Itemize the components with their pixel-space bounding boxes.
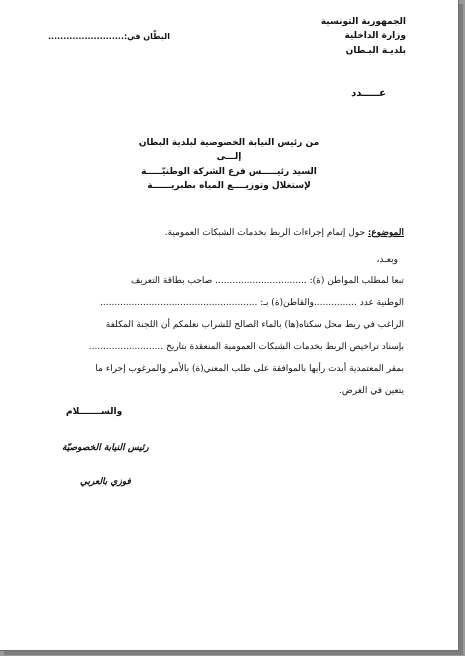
sender-line: من رئيس النيابة الخصوصية لبلدية البطان xyxy=(138,138,320,148)
subject-line xyxy=(165,228,404,238)
municipality-name: بلديـة البـطان xyxy=(345,46,406,56)
place-date: البطّان في:......................... xyxy=(48,32,170,41)
republic-name: الجمهورية التونسية xyxy=(320,17,406,27)
body-line-6: يتعين في الغرض. xyxy=(339,386,404,396)
reference-number: عـــــدد xyxy=(351,88,386,99)
signatory-name: فوزي بالعربي xyxy=(80,477,131,487)
body-line-2: الوطنية عدد ...............والقاطن(ة) بـ: ....................................................... xyxy=(100,298,404,308)
body-line-4: بإسناد تراخيص الربط بخدمات الشبكات العمومية المنعقدة بتاريخ .......................... xyxy=(88,342,404,352)
subject-text: حول إتمام إجراءات الربط بخدمات الشبكات العمومية. xyxy=(164,228,368,238)
body-line-1: تبعا لمطلب المواطن (ة): ................................ صاحب بطاقة التعريف xyxy=(130,276,404,286)
body-line-5: بمقر المعتمدية أبدت رأيها بالموافقة على طلب المعني(ة) بالأمر والمرغوب إجراء ما xyxy=(95,364,404,374)
to-label: إلـــى xyxy=(216,152,242,162)
closing-salutation: والســـــــلام xyxy=(66,407,123,417)
ministry-name: وزارة الداخلية xyxy=(344,31,406,41)
body-line-3: الراغب في ربط محل سكناه(ها) بالماء الصالح للشراب نعلمكم أن اللجنة المكلفة xyxy=(105,320,404,330)
subject-label: الموضوع: xyxy=(367,228,404,238)
body-opening: وبعـد، xyxy=(376,255,398,265)
recipient-line: السيد رئيـــــس فرع الشركة الوطنيّـــــة xyxy=(141,167,317,177)
signatory-title: رئيس النيابة الخصوصيّة xyxy=(62,443,149,453)
recipient-line-2: لإستغلال وتوزيــــع المياه بطبريــــــة xyxy=(147,181,311,191)
